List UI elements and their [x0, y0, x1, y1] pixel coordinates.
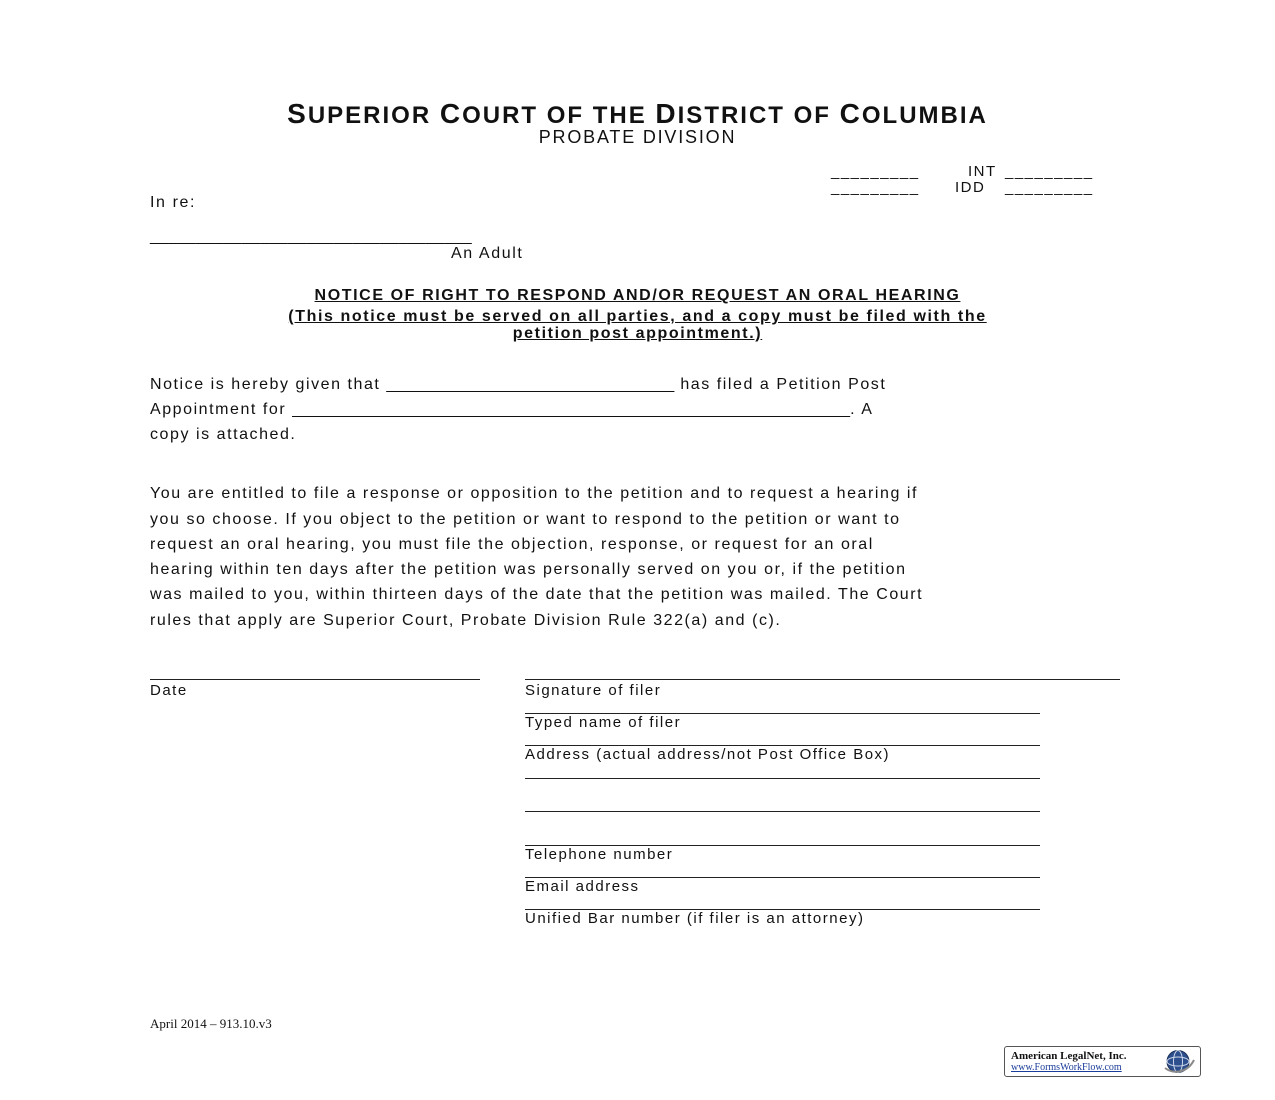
form-version: April 2014 – 913.10.v3: [150, 1016, 272, 1031]
telephone-label: Telephone number: [525, 846, 674, 863]
filer-name-blank[interactable]: ________________________________: [386, 376, 675, 393]
int-right-blank[interactable]: _________: [1005, 163, 1094, 180]
paragraph2-line: You are entitled to file a response or opposition to the petition and to request a hearing if: [150, 485, 918, 502]
party-type: An Adult: [451, 245, 524, 262]
signature-line[interactable]: [525, 679, 1120, 680]
paragraph1-line3: copy is attached.: [150, 426, 297, 443]
appointment-blank[interactable]: ______________________________________________________________: [292, 401, 851, 418]
in-re-name-blank[interactable]: ___________________________________: [150, 228, 472, 245]
court-title: [0, 98, 1275, 130]
paragraph1-line2: [150, 401, 873, 419]
filed-petition-text: has filed a Petition Post: [680, 376, 887, 393]
appointment-tail-text: . A: [850, 401, 874, 418]
notice-given-text: Notice is hereby given that: [150, 376, 381, 393]
legalnet-badge[interactable]: [1004, 1046, 1201, 1077]
idd-label: IDD: [955, 179, 986, 196]
idd-right-blank[interactable]: _________: [1005, 179, 1094, 196]
court-title-part: C: [439, 98, 463, 129]
badge-company: American LegalNet, Inc.: [1011, 1050, 1127, 1062]
paragraph2-line: hearing within ten days after the petition was personally served on you or, if the petition: [150, 561, 907, 578]
paragraph2-line: request an oral hearing, you must file the objection, response, or request for an oral: [150, 536, 874, 553]
badge-url[interactable]: www.FormsWorkFlow.com: [1011, 1062, 1122, 1073]
court-title-part: ISTRICT OF: [677, 102, 840, 129]
notice-subtitle-line1: (This notice must be served on all parties, and a copy must be filed with the: [288, 308, 987, 325]
paragraph2-line: rules that apply are Superior Court, Probate Division Rule 322(a) and (c).: [150, 612, 782, 629]
paragraph2-line: was mailed to you, within thirteen days of the date that the petition was mailed. The Court: [150, 586, 924, 603]
paragraph2-line: you so choose. If you object to the petition or want to respond to the petition or want to: [150, 511, 901, 528]
int-left-blank[interactable]: _________: [831, 163, 920, 180]
typed-name-label: Typed name of filer: [525, 714, 682, 731]
paragraph1-line1: [150, 376, 886, 394]
division-subtitle: PROBATE DIVISION: [538, 127, 737, 147]
signature-label: Signature of filer: [525, 682, 662, 699]
court-title-part: C: [839, 98, 862, 129]
idd-left-blank[interactable]: _________: [831, 179, 920, 196]
appointment-for-text: Appointment for: [150, 401, 287, 418]
court-title-part: D: [655, 98, 678, 129]
in-re-label: In re:: [150, 194, 197, 211]
court-title-part: UPERIOR: [307, 102, 440, 129]
court-title-part: OLUMBIA: [861, 102, 988, 129]
notice-title: NOTICE OF RIGHT TO RESPOND AND/OR REQUEST AN ORAL HEARING: [314, 287, 961, 304]
date-label: Date: [150, 682, 188, 699]
date-line[interactable]: [150, 679, 480, 680]
globe-logo-icon: [1160, 1048, 1196, 1075]
court-title-part: S: [287, 98, 308, 129]
int-label: INT: [968, 163, 997, 180]
address-line-3[interactable]: [525, 811, 1040, 812]
court-title-part: OURT OF THE: [462, 102, 656, 129]
notice-subtitle-line2: petition post appointment.): [512, 325, 763, 342]
email-label: Email address: [525, 878, 640, 895]
address-line-2[interactable]: [525, 778, 1040, 779]
bar-number-label: Unified Bar number (if filer is an attorney): [525, 910, 865, 927]
address-label: Address (actual address/not Post Office Box): [525, 746, 891, 763]
